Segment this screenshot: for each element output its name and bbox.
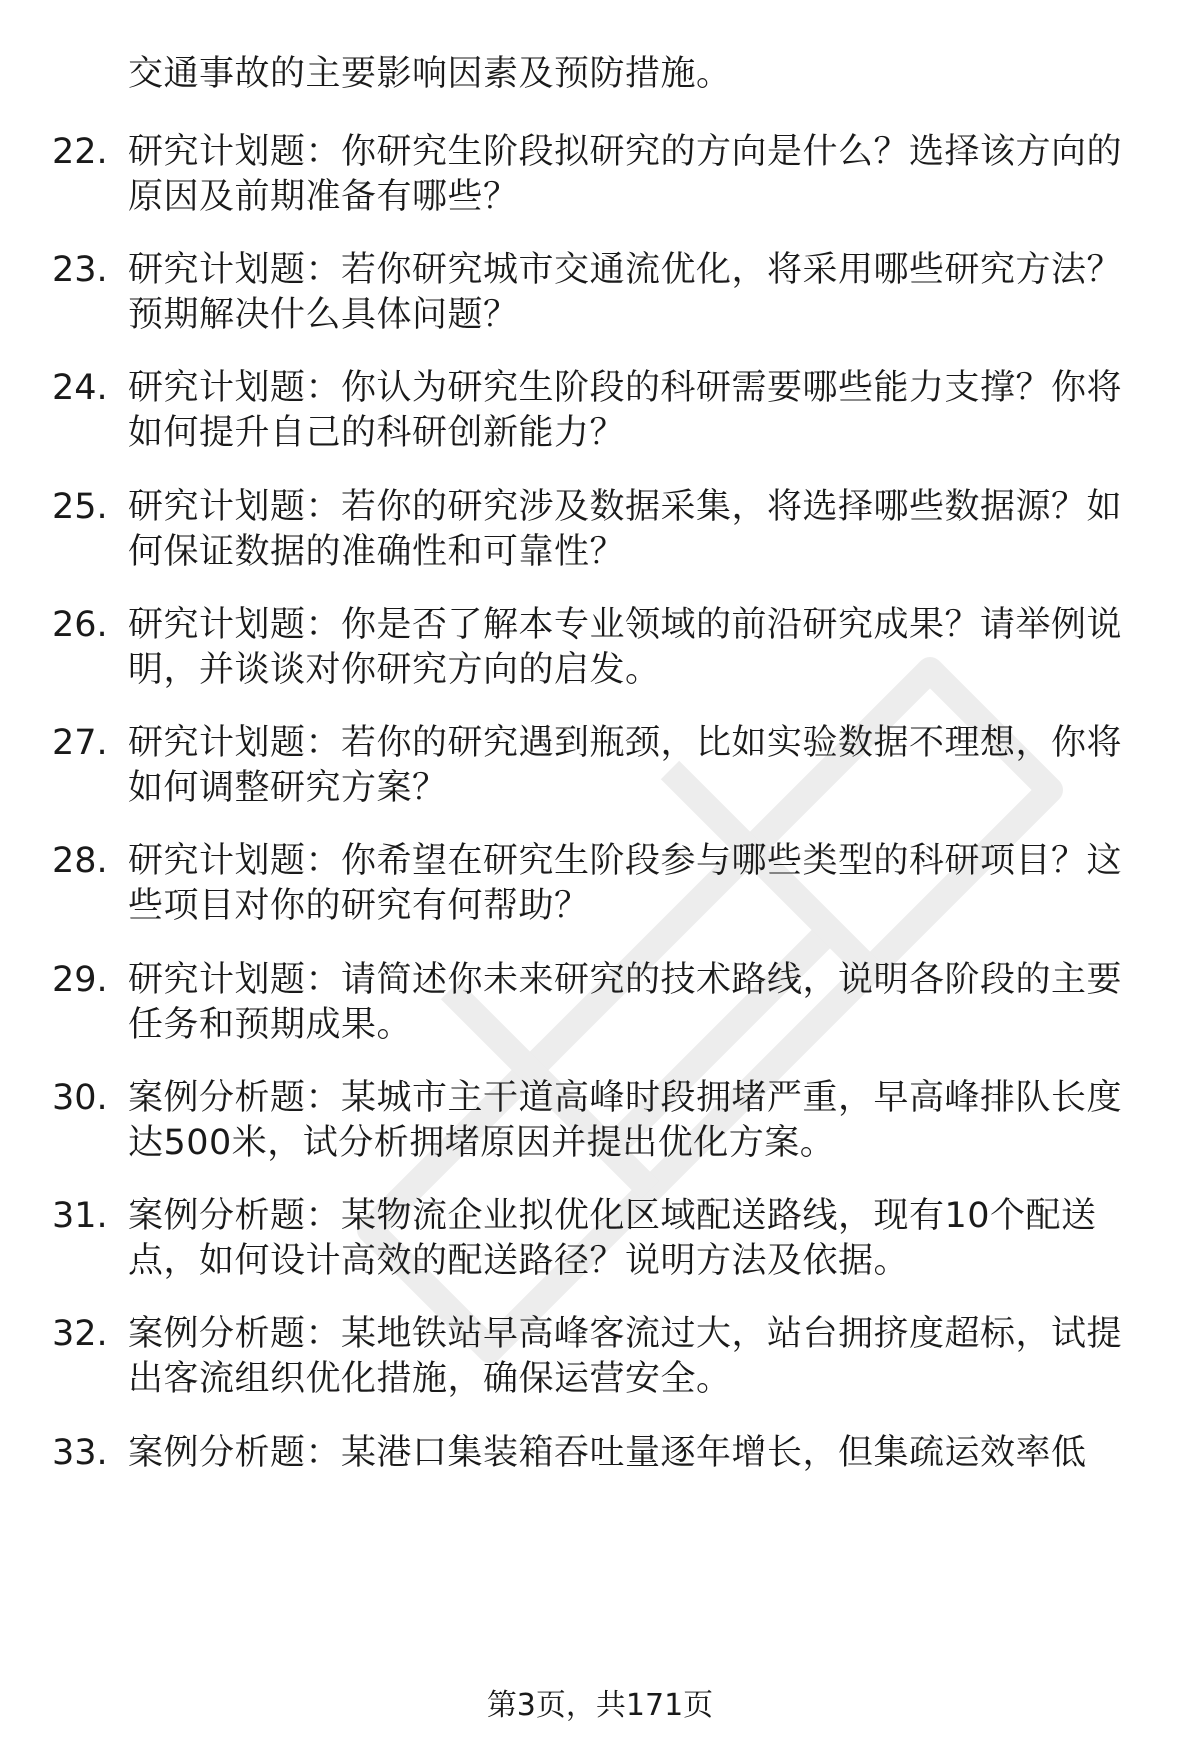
item-number: 32. <box>52 1314 108 1354</box>
page-footer: 第3页，共171页 <box>486 1688 714 1723</box>
item-text-line: 案例分析题：某港口集装箱吞吐量逐年增长，但集疏运效率低 <box>128 1433 1087 1473</box>
item-text-line: 研究计划题：若你研究城市交通流优化，将采用哪些研究方法？ <box>128 250 1123 290</box>
item-number: 23. <box>52 250 108 290</box>
item-text-line: 案例分析题：某地铁站早高峰客流过大，站台拥挤度超标，试提 <box>128 1314 1123 1354</box>
item-text-line: 研究计划题：若你的研究涉及数据采集，将选择哪些数据源？如 <box>128 487 1123 527</box>
item-text-line: 研究计划题：请简述你未来研究的技术路线，说明各阶段的主要 <box>128 960 1123 1000</box>
item-number: 28. <box>52 841 108 881</box>
item-text-line: 研究计划题：若你的研究遇到瓶颈，比如实验数据不理想，你将 <box>128 723 1123 763</box>
item-number: 24. <box>52 368 108 408</box>
item-number: 27. <box>52 723 108 763</box>
item-text-line: 研究计划题：你希望在研究生阶段参与哪些类型的科研项目？这 <box>128 841 1123 881</box>
item-number: 26. <box>52 605 108 645</box>
item-text-line: 明，并谈谈对你研究方向的启发。 <box>128 650 661 690</box>
item-text-line: 研究计划题：你是否了解本专业领域的前沿研究成果？请举例说 <box>128 605 1123 645</box>
item-number: 29. <box>52 960 108 1000</box>
item-text-line: 研究计划题：你认为研究生阶段的科研需要哪些能力支撑？你将 <box>128 368 1123 408</box>
item-text-line: 案例分析题：某城市主干道高峰时段拥堵严重，早高峰排队长度 <box>128 1078 1123 1118</box>
item-number: 33. <box>52 1433 108 1473</box>
item-number: 31. <box>52 1196 108 1236</box>
item-text-line: 出客流组织优化措施，确保运营安全。 <box>128 1359 732 1399</box>
item-number: 22. <box>52 132 108 172</box>
item-text-line: 研究计划题：你研究生阶段拟研究的方向是什么？选择该方向的 <box>128 132 1123 172</box>
item-text-line: 如何提升自己的科研创新能力？ <box>128 413 626 453</box>
item-text-line: 达500米，试分析拥堵原因并提出优化方案。 <box>128 1123 836 1163</box>
item-text-line: 案例分析题：某物流企业拟优化区域配送路线，现有10个配送 <box>128 1196 1097 1236</box>
item-text-line: 任务和预期成果。 <box>128 1005 413 1045</box>
item-text-line: 些项目对你的研究有何帮助？ <box>128 886 590 926</box>
item-text-line: 如何调整研究方案？ <box>128 768 448 808</box>
item-number: 30. <box>52 1078 108 1118</box>
item-text-line: 点，如何设计高效的配送路径？说明方法及依据。 <box>128 1241 910 1281</box>
item-text-line: 何保证数据的准确性和可靠性？ <box>128 532 626 572</box>
item-text-line: 预期解决什么具体问题？ <box>128 295 519 335</box>
item-number: 25. <box>52 487 108 527</box>
continuation-line: 交通事故的主要影响因素及预防措施。 <box>128 54 732 94</box>
item-text-line: 原因及前期准备有哪些？ <box>128 177 519 217</box>
